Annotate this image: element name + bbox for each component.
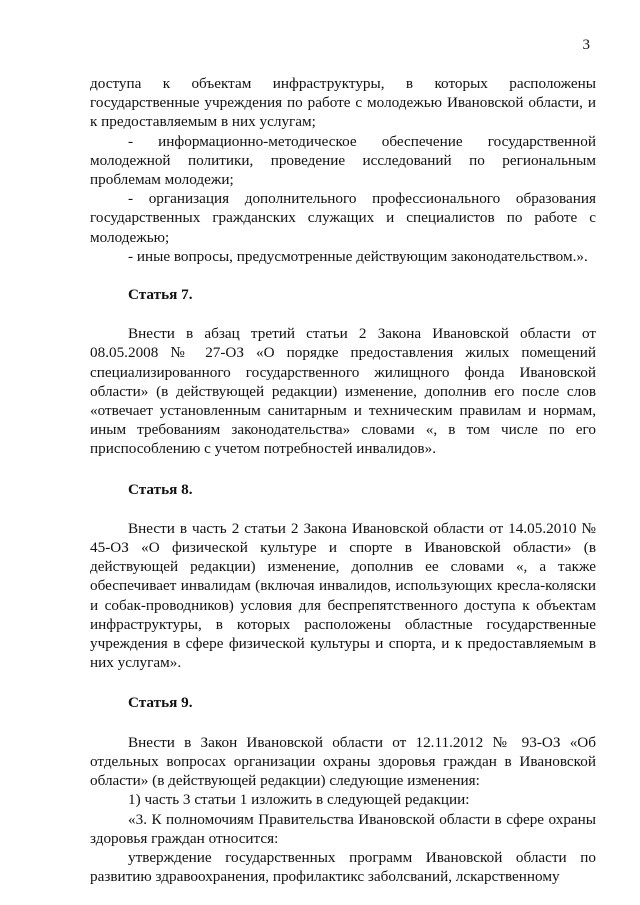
document-body [90, 74, 596, 886]
article-8-heading: Статья 8. [128, 480, 193, 498]
article-7-text: Внести в абзац третий статьи 2 Закона Ивановской области от 08.05.2008 № 27-ОЗ «О порядке предоставления жилых помещений специализированного государственного жилищного фонда Ивановской области» (в действующей редакции) изменение, дополнив его после слов «отвечает установленным санитарным и техническим правилам и нормам, иным требованиям законодательства» словами «, в том числе по его приспособлению с учетом потребностей инвалидов». [90, 325, 596, 458]
article-9-paragraph: 1) часть 3 статьи 1 изложить в следующей редакции: [128, 791, 470, 809]
article-9-heading: Статья 9. [128, 694, 193, 712]
list-item: - информационно-методическое обеспечение государственной молодежной политики, проведение исследований по региональным проблемам молодежи; [90, 132, 596, 189]
intro-paragraph: доступа к объектам инфраструктуры, в которых расположены государственные учреждения по работе с молодежью Ивановской области, и к предоставляемым в них услугам; [90, 75, 596, 131]
article-8-text: Внести в часть 2 статьи 2 Закона Ивановской области от 14.05.2010 № 45-ОЗ «О физической культуре и спорте в Ивановской области» (в действующей редакции) изменение, дополнив ее словами «, а также обеспечивает инвалидам (включая инвалидов, использующих кресла-коляски и собак-проводников) условия для беспрепятственного доступа к объектам инфраструктуры, в которых расположены областные государственные учреждения в сфере физической культуры и спорта, и к предоставляемым в них услугам». [90, 519, 596, 672]
article-9-paragraph: утверждение государственных программ Ивановской области по развитию здравоохранения, профилактикс заболсваний, лскарственному [90, 848, 596, 886]
list-item: - организация дополнительного профессионального образования государственных гражданских служащих и специалистов по работе с молодежью; [90, 190, 596, 246]
article-9-paragraph: Внести в Закон Ивановской области от 12.11.2012 № 93-ОЗ «Об отдельных вопросах организации охраны здоровья граждан в Ивановской области» (в действующей редакции) следующие изменения: [90, 733, 596, 790]
article-9-paragraph: «3. К полномочиям Правительства Ивановской области в сфере охраны здоровья граждан относится: [90, 810, 596, 847]
article-7-heading: Статья 7. [128, 286, 193, 304]
list-item: - иные вопросы, предусмотренные действующим законодательством.». [128, 247, 588, 265]
page-number: 3 [582, 37, 590, 53]
